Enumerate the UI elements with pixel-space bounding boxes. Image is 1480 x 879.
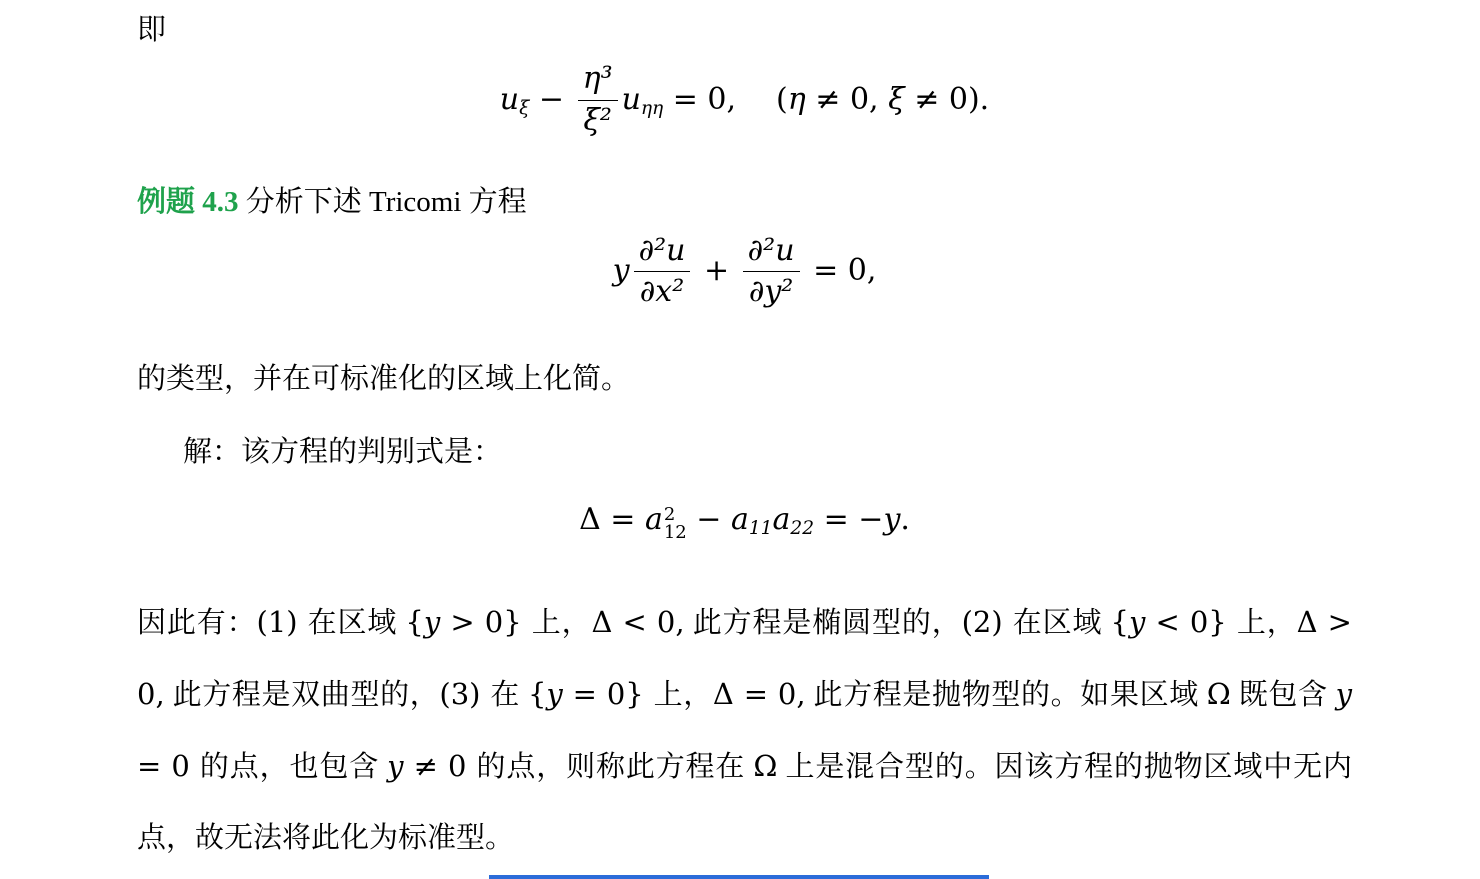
math-segment: Δ < 0, — [591, 605, 685, 640]
text-segment: 的点，则称此方程在 — [476, 751, 754, 784]
text-segment: 在 — [490, 679, 528, 712]
fraction: $\frac{\text{η³}}{\text{ξ²}}$ — [578, 62, 618, 138]
math-segment: 11 — [748, 517, 773, 539]
math-segment: (3) — [439, 677, 491, 712]
text-segment: 此方程是椭圆型的， — [684, 607, 962, 640]
math-segment: = 0 — [137, 749, 200, 784]
math-segment: y — [1128, 605, 1146, 640]
text-segment: 在区域 — [1012, 607, 1111, 640]
connector-label: 即 — [137, 14, 167, 46]
text-segment: 上， — [1236, 607, 1297, 640]
math-segment: − — [529, 82, 574, 118]
math-segment: a — [772, 501, 791, 537]
math-segment: > 0} — [440, 605, 532, 640]
math-segment: y — [546, 677, 563, 712]
example-heading — [137, 184, 1352, 221]
text-segment: 此方程是双曲型的， — [164, 679, 440, 712]
math-segment: ≠ 0, — [805, 82, 889, 118]
math-segment: = 0, — [663, 82, 737, 118]
text-segment: 既包含 — [1230, 679, 1336, 712]
math-segment: a — [730, 501, 749, 537]
problem-statement-line: 的类型，并在可标准化的区域上化简。 — [137, 363, 631, 396]
math-segment: y — [883, 501, 901, 537]
math-segment: y — [1335, 677, 1352, 712]
display-equation-discriminant — [137, 502, 1352, 544]
math-segment: u — [499, 82, 520, 118]
solution-discussion-paragraph — [137, 587, 1352, 874]
math-segment: { — [405, 605, 424, 640]
math-segment: < 0} — [1145, 605, 1237, 640]
math-segment: (1) — [256, 605, 308, 640]
solution-intro-line: 解：该方程的判别式是： — [183, 436, 503, 469]
math-segment: + — [694, 253, 739, 289]
bottom-blue-bar — [489, 875, 989, 879]
math-segment: Ω — [1206, 677, 1231, 712]
math-segment: ξ — [519, 98, 530, 120]
math-segment: Δ = — [579, 501, 645, 537]
text-segment: 上是混合型的。因该方程的抛物区域中无内点，故无法将此化为标准型。 — [137, 751, 1352, 855]
math-segment: { — [1110, 605, 1129, 640]
math-segment: ( — [776, 82, 788, 118]
math-segment: a — [644, 501, 663, 537]
math-segment: = − — [814, 501, 884, 537]
text-segment: 分析下述 Tricomi 方程 — [238, 186, 527, 219]
text-segment: 此方程是抛物型的。如果区域 — [805, 679, 1207, 712]
text-segment: 因此有： — [137, 607, 257, 640]
math-segment: ≠ 0). — [904, 82, 990, 118]
text-segment: 的点，也包含 — [199, 751, 388, 784]
math-segment: ηη — [640, 98, 664, 120]
math-segment: Δ = 0, — [712, 677, 806, 712]
math-segment: Δ > 0, — [137, 605, 1352, 712]
math-segment: y — [387, 749, 404, 784]
math-segment: = 0} — [562, 677, 654, 712]
display-equation-canonical-form — [137, 61, 1352, 140]
math-segment: η — [787, 82, 806, 118]
math-segment: . — [900, 501, 910, 537]
text-segment: 例题 4.3 — [137, 186, 239, 219]
math-segment: y — [423, 605, 441, 640]
math-segment: y — [612, 253, 630, 289]
math-segment: − — [686, 501, 731, 537]
math-segment: ≠ 0 — [403, 749, 477, 784]
math-segment: 22 — [790, 517, 815, 539]
text-segment: 上， — [531, 607, 592, 640]
math-segment: = 0, — [803, 253, 877, 289]
text-segment: 上， — [653, 679, 713, 712]
display-equation-tricomi — [137, 232, 1352, 311]
math-segment: { — [527, 677, 547, 712]
text-segment: 在区域 — [307, 607, 406, 640]
sup-sub-stack: 2 12 — [663, 503, 687, 544]
math-segment: ξ — [888, 82, 905, 118]
math-segment: Ω — [753, 749, 778, 784]
math-segment: (2) — [961, 605, 1013, 640]
math-segment: u — [621, 82, 641, 118]
fraction: $\frac{\text{∂²u}}{\text{∂y²}}$ — [743, 234, 800, 310]
fraction: $\frac{\text{∂²u}}{\text{∂x²}}$ — [634, 234, 691, 310]
